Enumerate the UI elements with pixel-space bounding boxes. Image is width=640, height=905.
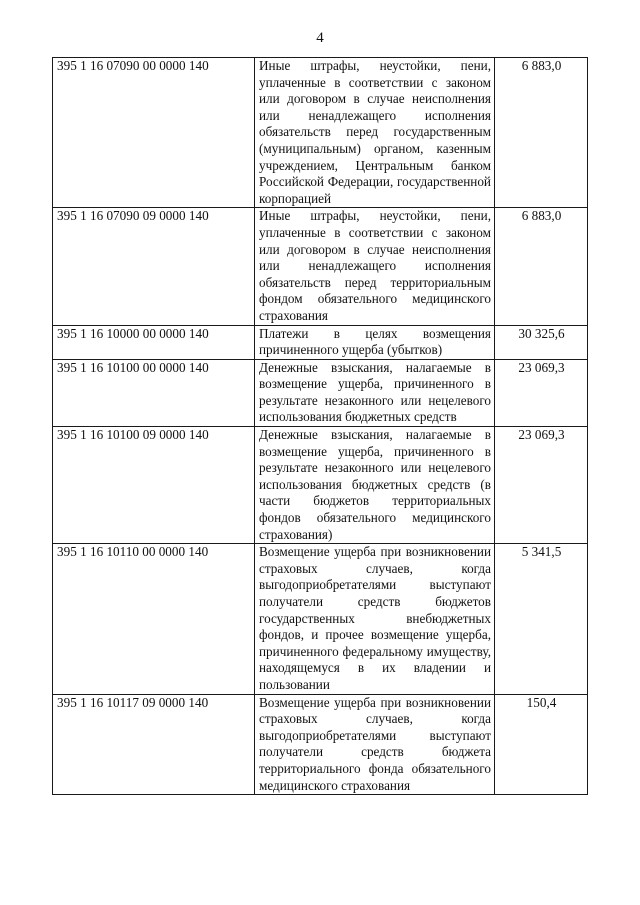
budget-code-cell: 395 1 16 10000 00 0000 140: [53, 325, 255, 359]
amount-cell: 23 069,3: [495, 359, 588, 426]
description-cell: Денежные взыскания, налагаемые в возмещение ущерба, причиненного в результате незаконного или нецелевого использования бюджетных средств (в части бюджетов территориальных фондов обязательного медицинского страхования): [255, 427, 495, 544]
table-row: [53, 58, 588, 208]
table-row: [53, 544, 588, 694]
table-body: [53, 58, 588, 795]
amount-cell: 30 325,6: [495, 325, 588, 359]
table-row: [53, 208, 588, 325]
description-cell: Платежи в целях возмещения причиненного ущерба (убытков): [255, 325, 495, 359]
table-row: [53, 325, 588, 359]
page-number: 4: [316, 30, 324, 46]
budget-revenue-table: [52, 57, 588, 795]
amount-cell: 6 883,0: [495, 58, 588, 208]
budget-code-cell: 395 1 16 10110 00 0000 140: [53, 544, 255, 694]
budget-code-cell: 395 1 16 07090 00 0000 140: [53, 58, 255, 208]
table-row: [53, 427, 588, 544]
amount-cell: 150,4: [495, 694, 588, 795]
description-cell: Возмещение ущерба при возникновении страховых случаев, когда выгодоприобретателями выступают получатели средств бюджетов государственных внебюджетных фондов, и прочее возмещение ущерба, причиненного федеральному имуществу, находящемуся в их владении и пользовании: [255, 544, 495, 694]
amount-cell: 6 883,0: [495, 208, 588, 325]
budget-code-cell: 395 1 16 10100 09 0000 140: [53, 427, 255, 544]
budget-code-cell: 395 1 16 10100 00 0000 140: [53, 359, 255, 426]
budget-code-cell: 395 1 16 07090 09 0000 140: [53, 208, 255, 325]
budget-code-cell: 395 1 16 10117 09 0000 140: [53, 694, 255, 795]
table-row: [53, 359, 588, 426]
table-row: [53, 694, 588, 795]
description-cell: Иные штрафы, неустойки, пени, уплаченные в соответствии с законом или договором в случае неисполнения или ненадлежащего исполнения обязательств перед территориальным фондом обязательного медицинского страхования: [255, 208, 495, 325]
description-cell: Денежные взыскания, налагаемые в возмещение ущерба, причиненного в результате незаконного или нецелевого использования бюджетных средств: [255, 359, 495, 426]
description-cell: Возмещение ущерба при возникновении страховых случаев, когда выгодоприобретателями выступают получатели средств бюджета территориального фонда обязательного медицинского страхования: [255, 694, 495, 795]
amount-cell: 5 341,5: [495, 544, 588, 694]
amount-cell: 23 069,3: [495, 427, 588, 544]
description-cell: Иные штрафы, неустойки, пени, уплаченные в соответствии с законом или договором в случае неисполнения или ненадлежащего исполнения обязательств перед государственным (муниципальным) органом, казенным учреждением, Центральным банком Российской Федерации, государственной корпорацией: [255, 58, 495, 208]
